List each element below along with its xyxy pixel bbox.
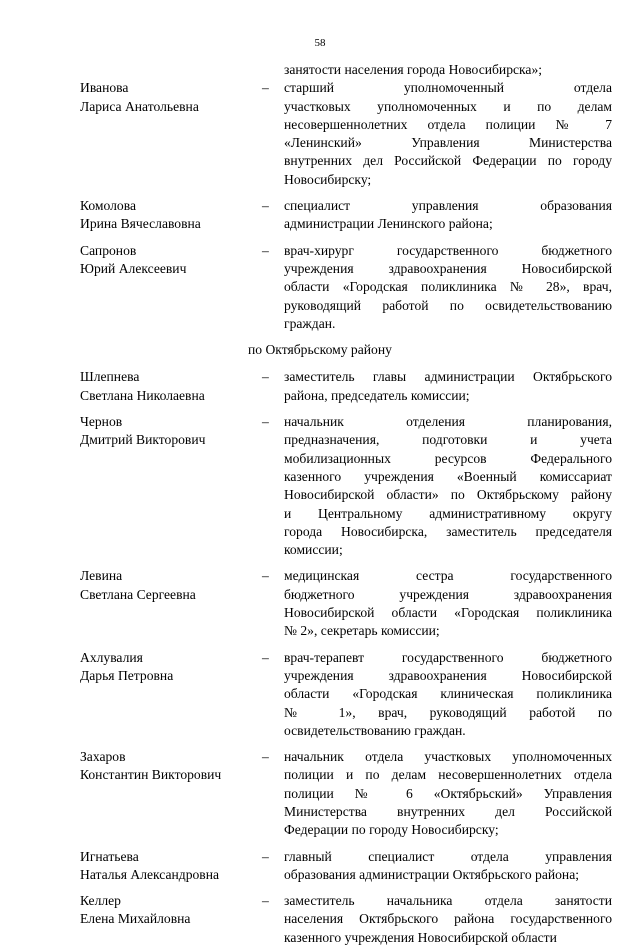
- member-entry: [80, 748, 612, 839]
- member-role-line: учреждения здравоохранения Новосибирской: [284, 260, 612, 276]
- member-entry: [80, 368, 612, 405]
- member-role-line: граждан.: [284, 315, 336, 331]
- member-role: [284, 848, 612, 885]
- entry-spacer: [80, 884, 612, 892]
- member-role-line: старший уполномоченный отдела: [284, 80, 612, 96]
- section-heading: по Октябрьскому району: [248, 342, 392, 358]
- member-role-line: заместитель главы администрации Октябрьского: [284, 369, 612, 385]
- entry-spacer: [80, 740, 612, 748]
- member-name: [80, 567, 262, 640]
- member-entry: [80, 242, 612, 333]
- member-role: [284, 567, 612, 640]
- member-surname: Келлер: [80, 893, 121, 909]
- member-role-line: города Новосибирска, заместитель председателя: [284, 523, 612, 539]
- member-entry: [80, 649, 612, 740]
- member-role-line: области «Городская клиническая поликлиника: [284, 686, 612, 702]
- member-surname: Сапронов: [80, 242, 137, 258]
- member-given-names: Дарья Петровна: [80, 667, 174, 683]
- entry-spacer: [80, 189, 612, 197]
- member-role: [284, 368, 612, 405]
- member-name: [80, 242, 262, 333]
- member-surname: Ахлувалия: [80, 649, 143, 665]
- member-name: [80, 748, 262, 839]
- dash-separator: –: [262, 198, 269, 214]
- member-role-line: казенного учреждения «Военный комиссариат: [284, 468, 612, 484]
- member-name: [80, 368, 262, 405]
- member-role-line: внутренних дел Российской Федерации по городу: [284, 153, 612, 169]
- member-role-line: комиссии;: [284, 542, 343, 558]
- member-role: [284, 649, 612, 740]
- member-surname: Иванова: [80, 80, 129, 96]
- member-role-line: врач-хирург государственного бюджетного: [284, 242, 612, 258]
- dash-separator: –: [262, 848, 269, 864]
- member-surname: Левина: [80, 568, 123, 584]
- member-name: [80, 413, 262, 559]
- member-role-line: врач-терапевт государственного бюджетного: [284, 649, 612, 665]
- member-given-names: Наталья Александровна: [80, 866, 220, 882]
- member-role-line: области «Городская поликлиника № 28», врач,: [284, 279, 612, 295]
- member-name: [80, 79, 262, 189]
- member-role-line: «Ленинский» Управления Министерства: [284, 135, 612, 151]
- dash-separator: –: [262, 568, 269, 584]
- member-surname: Комолова: [80, 198, 137, 214]
- member-surname: Захаров: [80, 749, 126, 765]
- member-name: [80, 892, 262, 947]
- members-list-oktyabrsky: [80, 368, 612, 947]
- member-role-line: Новосибирску;: [284, 171, 372, 187]
- member-given-names: Лариса Анатольевна: [80, 98, 199, 114]
- member-role-line: и Центральному административному округу: [284, 505, 612, 521]
- dash-separator: –: [262, 369, 269, 385]
- member-role-line: № 2», секретарь комиссии;: [284, 623, 440, 639]
- dash-separator: –: [262, 749, 269, 765]
- dash-separator: –: [262, 242, 269, 258]
- member-role: [284, 197, 612, 234]
- member-name: [80, 197, 262, 234]
- member-entry: [80, 848, 612, 885]
- document-page: [80, 61, 612, 947]
- member-role-line: главный специалист отдела управления: [284, 848, 612, 864]
- entry-spacer: [80, 234, 612, 242]
- member-role-line: предназначения, подготовки и учета: [284, 432, 612, 448]
- member-role-line: Министерства внутренних дел Российской: [284, 803, 612, 819]
- member-given-names: Светлана Николаевна: [80, 387, 205, 403]
- member-role-line: полиции № 6 «Октябрьский» Управления: [284, 785, 612, 801]
- member-entry: [80, 197, 612, 234]
- member-name: [80, 848, 262, 885]
- member-given-names: Светлана Сергеевна: [80, 586, 196, 602]
- member-role-line: администрации Ленинского района;: [284, 216, 493, 232]
- member-given-names: Юрий Алексеевич: [80, 260, 187, 276]
- member-surname: Шлепнева: [80, 369, 140, 385]
- member-name: [80, 649, 262, 740]
- member-role: [284, 242, 612, 333]
- member-role-line: начальник отдела участковых уполномоченных: [284, 749, 612, 765]
- member-given-names: Дмитрий Викторович: [80, 432, 206, 448]
- member-role-line: Новосибирской области» по Октябрьскому району: [284, 487, 612, 503]
- entry-spacer: [80, 405, 612, 413]
- member-surname: Чернов: [80, 414, 123, 430]
- member-role-line: Новосибирской области «Городская поликлиника: [284, 605, 612, 621]
- dash-separator: –: [262, 893, 269, 909]
- member-given-names: Константин Викторович: [80, 767, 222, 783]
- dash-separator: –: [262, 649, 269, 665]
- member-entry: [80, 892, 612, 947]
- member-role-line: мобилизационных ресурсов Федерального: [284, 450, 612, 466]
- continuation-line: занятости населения города Новосибирска»;: [284, 62, 543, 77]
- member-role-line: несовершеннолетних отдела полиции № 7: [284, 116, 612, 132]
- member-role-line: полиции и по делам несовершеннолетних отдела: [284, 767, 612, 783]
- dash-separator: –: [262, 414, 269, 430]
- member-role-line: района, председатель комиссии;: [284, 387, 470, 403]
- member-given-names: Елена Михайловна: [80, 911, 191, 927]
- member-role-line: образования администрации Октябрьского района;: [284, 866, 580, 882]
- member-role: [284, 413, 612, 559]
- member-surname: Игнатьева: [80, 848, 139, 864]
- member-entry: [80, 567, 612, 640]
- dash-separator: –: [262, 80, 269, 96]
- member-role-line: населения Октябрьского района государственного: [284, 911, 612, 927]
- member-role-line: № 1», врач, руководящий работой по: [284, 704, 612, 720]
- member-role-line: казенного учреждения Новосибирской области: [284, 929, 557, 945]
- member-given-names: Ирина Вячеславовна: [80, 216, 201, 232]
- member-entry: [80, 413, 612, 559]
- member-role: [284, 892, 612, 947]
- entry-spacer: [80, 641, 612, 649]
- member-entry: [80, 79, 612, 189]
- members-list-leninsky: [80, 79, 612, 333]
- member-role-line: медицинская сестра государственного: [284, 568, 612, 584]
- member-role-line: специалист управления образования: [284, 198, 612, 214]
- member-role-line: заместитель начальника отдела занятости: [284, 893, 612, 909]
- member-role: [284, 79, 612, 189]
- page-number: 58: [314, 37, 326, 49]
- continuation-text: [284, 61, 612, 79]
- member-role-line: освидетельствованию граждан.: [284, 722, 466, 738]
- entry-spacer: [80, 840, 612, 848]
- member-role: [284, 748, 612, 839]
- member-role-line: Федерации по городу Новосибирску;: [284, 822, 499, 838]
- member-role-line: учреждения здравоохранения Новосибирской: [284, 667, 612, 683]
- member-role-line: начальник отделения планирования,: [284, 414, 612, 430]
- entry-spacer: [80, 559, 612, 567]
- member-role-line: бюджетного учреждения здравоохранения: [284, 586, 612, 602]
- member-role-line: руководящий работой по освидетельствованию: [284, 297, 612, 313]
- member-role-line: участковых уполномоченных и по делам: [284, 98, 612, 114]
